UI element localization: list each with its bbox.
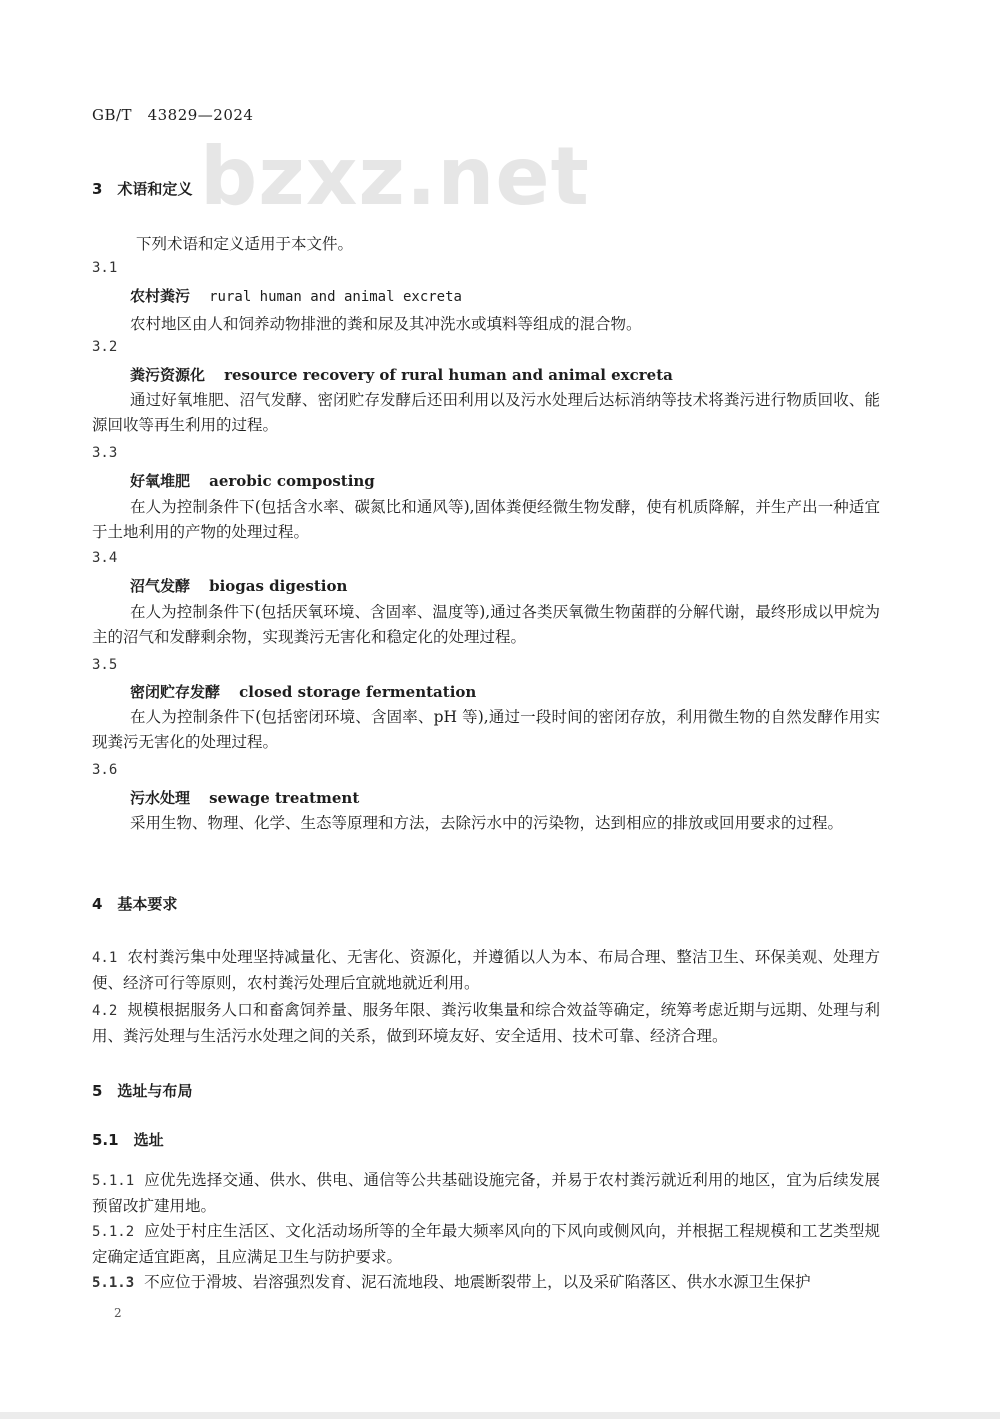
term-number: 3.5 <box>92 657 118 673</box>
term-heading <box>130 681 476 702</box>
section-3-title: 3 术语和定义 <box>92 180 193 198</box>
term-heading <box>130 285 462 306</box>
term-number: 3.1 <box>92 260 118 276</box>
watermark: bzxz.net <box>200 130 590 223</box>
term-en: sewage treatment <box>209 789 360 807</box>
standard-number: GB/T 43829—2024 <box>92 106 254 124</box>
term-heading <box>130 364 673 385</box>
term-definition: 在人为控制条件下(包括含水率、碳氮比和通风等),固体粪便经微生物发酵，使有机质降解，并生产出一种适宜于土地利用的产物的处理过程。 <box>92 498 880 541</box>
clause-text: 应处于村庄生活区、文化活动场所等的全年最大频率风向的下风向或侧风向，并根据工程规模和工艺类型规定确定适宜距离，且应满足卫生与防护要求。 <box>92 1222 880 1266</box>
term-en: closed storage fermentation <box>239 683 477 701</box>
term-number: 3.6 <box>92 762 118 778</box>
page-number: 2 <box>114 1306 122 1320</box>
clause-text: 规模根据服务人口和畜禽饲养量、服务年限、粪污收集量和综合效益等确定，统筹考虑近期与远期、处理与利用、粪污处理与生活污水处理之间的关系，做到环境友好、安全适用、技术可靠、经济合理。 <box>92 1001 880 1045</box>
term-en: aerobic composting <box>209 472 375 490</box>
term-heading <box>130 575 347 596</box>
clause-number: 5.1.3 <box>92 1275 135 1291</box>
clause-paragraph <box>92 945 880 996</box>
section-3-intro: 下列术语和定义适用于本文件。 <box>136 235 354 253</box>
clause-paragraph <box>92 1270 880 1296</box>
term-en: rural human and animal excreta <box>209 289 462 305</box>
clause-paragraph <box>92 998 880 1049</box>
term-definition: 通过好氧堆肥、沼气发酵、密闭贮存发酵后还田利用以及污水处理后达标消纳等技术将粪污进行物质回收、能源回收等再生利用的过程。 <box>92 391 880 434</box>
clause-text: 农村粪污集中处理坚持减量化、无害化、资源化，并遵循以人为本、布局合理、整洁卫生、环保美观、处理方便、经济可行等原则，农村粪污处理后宜就地就近利用。 <box>92 948 880 992</box>
term-heading <box>130 787 359 808</box>
section-4-title: 4 基本要求 <box>92 895 178 913</box>
clause-paragraph <box>92 1168 880 1219</box>
term-number: 3.3 <box>92 445 118 461</box>
term-zh: 污水处理 <box>130 789 191 807</box>
term-definition: 农村地区由人和饲养动物排泄的粪和尿及其冲洗水或填料等组成的混合物。 <box>130 315 642 333</box>
page-bottom-edge <box>0 1412 1000 1419</box>
clause-number: 5.1.2 <box>92 1224 135 1240</box>
subsection-5-1-title: 5.1 选址 <box>92 1131 164 1149</box>
term-en: resource recovery of rural human and animal excreta <box>224 366 673 384</box>
section-5-title: 5 选址与布局 <box>92 1082 193 1100</box>
clause-number: 4.1 <box>92 950 118 966</box>
term-zh: 粪污资源化 <box>130 366 206 384</box>
clause-number: 4.2 <box>92 1003 118 1019</box>
term-number: 3.2 <box>92 339 118 355</box>
clause-paragraph <box>92 1219 880 1270</box>
term-zh: 密闭贮存发酵 <box>130 683 221 701</box>
term-definition: 在人为控制条件下(包括密闭环境、含固率、pH 等),通过一段时间的密闭存放，利用微生物的自然发酵作用实现粪污无害化的处理过程。 <box>92 708 880 751</box>
term-zh: 沼气发酵 <box>130 577 191 595</box>
term-number: 3.4 <box>92 550 118 566</box>
term-en: biogas digestion <box>209 577 348 595</box>
term-zh: 好氧堆肥 <box>130 472 191 490</box>
term-definition: 采用生物、物理、化学、生态等原理和方法，去除污水中的污染物，达到相应的排放或回用要求的过程。 <box>130 814 844 832</box>
clause-number: 5.1.1 <box>92 1173 135 1189</box>
clause-text: 应优先选择交通、供水、供电、通信等公共基础设施完备，并易于农村粪污就近利用的地区，宜为后续发展预留改扩建用地。 <box>92 1171 880 1215</box>
term-heading <box>130 470 375 491</box>
term-definition: 在人为控制条件下(包括厌氧环境、含固率、温度等),通过各类厌氧微生物菌群的分解代谢，最终形成以甲烷为主的沼气和发酵剩余物，实现粪污无害化和稳定化的处理过程。 <box>92 603 880 646</box>
term-zh: 农村粪污 <box>130 287 191 305</box>
clause-text: 不应位于滑坡、岩溶强烈发育、泥石流地段、地震断裂带上，以及采矿陷落区、供水水源卫生保护 <box>144 1273 811 1291</box>
